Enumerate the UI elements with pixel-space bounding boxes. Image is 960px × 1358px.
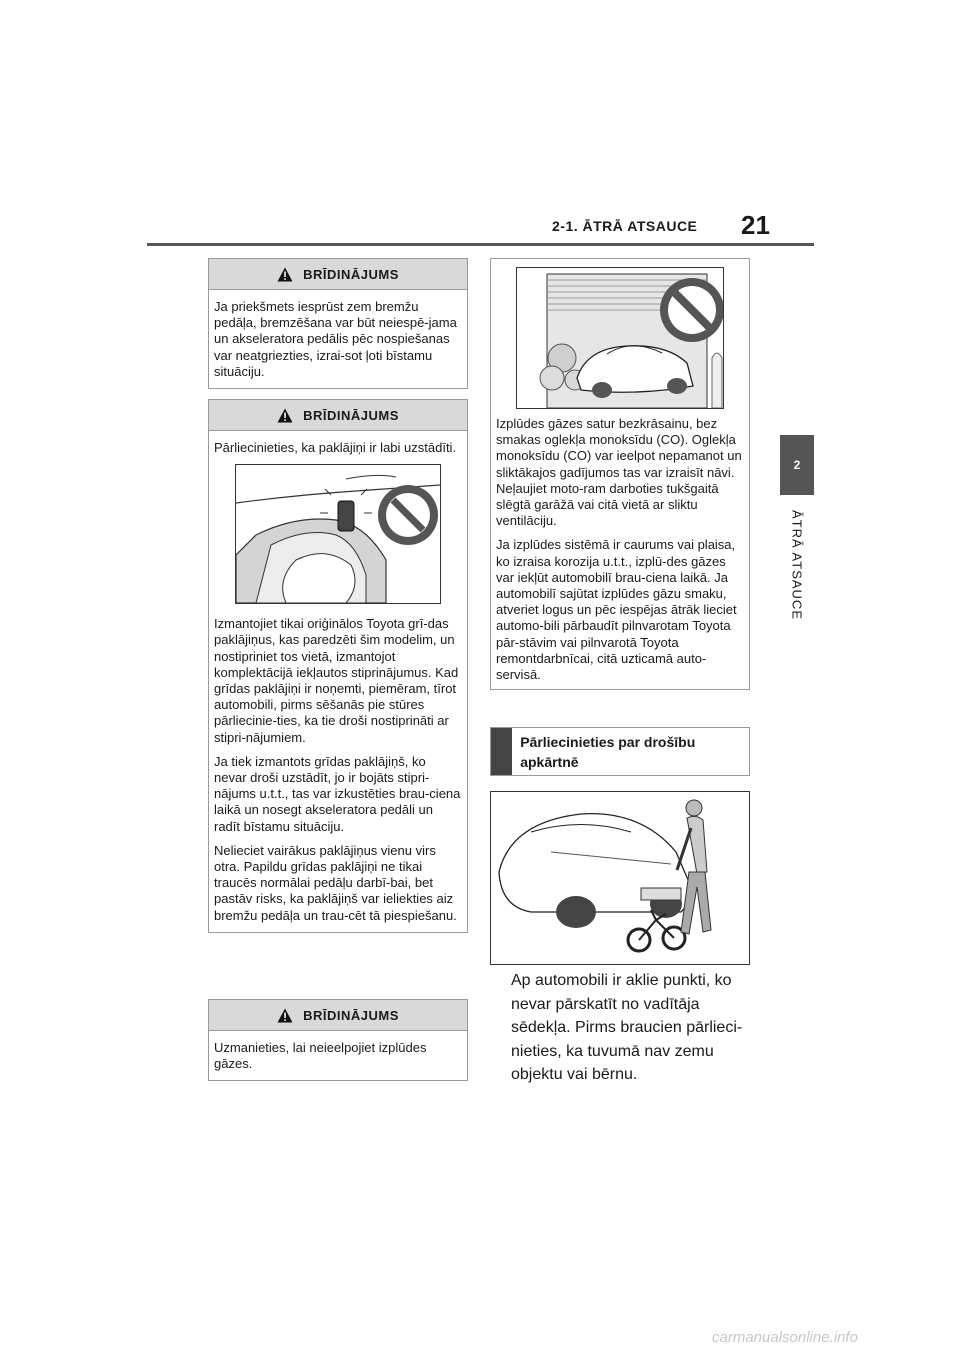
- warning-title: [209, 1000, 467, 1031]
- warning-box-floor-mats: [208, 399, 468, 933]
- exhaust-paragraph-2: Ja izplūdes sistēmā ir caurums vai plaisa, ko izraisa korozija u.t.t., izplū-des gāzes var iekļūt automobilī brau-ciena laikā. Ja automobilī sajūtat izplūdes gāzu smaku, atveriet logus un pēc iespējas ātrāk lieciet automo-bili pārbaudīt pilnvarotam Toyota pār-stāvim vai pilnvarotā Toyota remontdarbnīcai, citā uzticamā auto-servisā.: [496, 537, 737, 683]
- warning-body: [209, 1031, 467, 1080]
- blind-spot-bullet: [493, 969, 755, 1087]
- section-heading-text: Pārliecinieties par drošību apkārtnē: [520, 733, 696, 770]
- warning-triangle-icon: [277, 267, 293, 282]
- watermark: carmanualsonline.info: [712, 1329, 858, 1346]
- warning-triangle-icon: [277, 1008, 293, 1023]
- floor-mat-paragraph-1: Izmantojiet tikai oriģinālos Toyota grī-das paklājiņus, kas paredzēti šim modelim, un nostipriniet tos vietā, izmantojot komplektācijā iekļautos stiprinājumus. Kad grīdas paklājiņi ir noņemti, piemēram, tīrot automobili, pirms sēšanās pie stūres pārliecinie-ties, ka tie droši nostiprināti ar stipri-nājumiem.: [214, 616, 459, 745]
- floor-mat-paragraph-3: Nelieciet vairākus paklājiņus vienu virs otra. Papildu grīdas paklājiņi ne tikai traucēs normālai pedāļu darbī-bai, bet pastāv risks, ka paklājiņš var ieliekties aiz bremžu pedāļa un trau-cēt tā piespiešanu.: [214, 842, 457, 923]
- bullet-marker: [493, 969, 511, 1087]
- warning-title: [209, 259, 467, 290]
- warning-text: Uzmanieties, lai neieelpojiet izplūdes gāzes.: [214, 1040, 427, 1072]
- floor-mat-illustration: [235, 464, 441, 604]
- warning-triangle-icon: [277, 408, 293, 423]
- running-header: 2-1. ĀTRĀ ATSAUCE: [552, 218, 698, 234]
- section-heading: [490, 727, 750, 776]
- blind-spot-illustration: [490, 791, 750, 965]
- header-rule: [147, 243, 814, 246]
- chapter-side-label: ĀTRĀ ATSAUCE: [789, 509, 805, 621]
- page-number: 21: [741, 210, 770, 240]
- chapter-tab: [780, 435, 814, 495]
- chapter-number: 2: [793, 458, 801, 472]
- warning-title-text: BRĪDINĀJUMS: [303, 407, 399, 423]
- exhaust-text: [491, 409, 749, 689]
- warning-body: [209, 431, 467, 932]
- warning-body: [209, 290, 467, 388]
- warning-text: Ja priekšmets iesprūst zem bremžu pedāļa, bremzēšana var būt neiespē-jama un akseleratora pedālis pēc nospiešanas var neatgriezties, izrai-sot ļoti bīstamu situāciju.: [214, 299, 457, 379]
- exhaust-paragraph-1: Izplūdes gāzes satur bezkrāsainu, bez smakas oglekļa monoksīdu (CO). Oglekļa monoksīdu (CO) var ieelpot nepamanot un sliktākajos gadījumos tas var izraisīt nāvi. Neļaujiet moto-ram darboties tukšgaitā slēgtā garāžā vai citā vietā ar sliktu ventilāciju.: [496, 416, 742, 529]
- warning-intro: Pārliecinieties, ka paklājiņi ir labi uzstādīti.: [214, 440, 457, 455]
- pedal-under-mat-figure: [236, 465, 440, 603]
- warning-title-text: BRĪDINĀJUMS: [303, 266, 399, 282]
- warning-box-exhaust: [208, 999, 468, 1081]
- car-in-garage-figure: [517, 268, 723, 408]
- warning-title: [209, 400, 467, 431]
- warning-title-text: BRĪDINĀJUMS: [303, 1007, 399, 1023]
- bullet-text: Ap automobili ir aklie punkti, ko nevar pārskatīt no vadītāja sēdekļa. Pirms braucien pārlieci-nieties, ka tuvumā nav zemu objektu vai bērnu.: [511, 972, 743, 1083]
- car-child-figure: [491, 792, 749, 964]
- section-heading-bar: [491, 728, 512, 775]
- warning-box-pedal: [208, 258, 468, 389]
- exhaust-continuation-box: [490, 258, 750, 690]
- garage-illustration: [516, 267, 724, 409]
- floor-mat-paragraph-2: Ja tiek izmantots grīdas paklājiņš, ko nevar droši uzstādīt, jo ir bojāts stipri-nājums u.t.t., tas var izkustēties brau-ciena laikā un nosegt akseleratora pedāli un radīt bīstamu situāciju.: [214, 753, 461, 834]
